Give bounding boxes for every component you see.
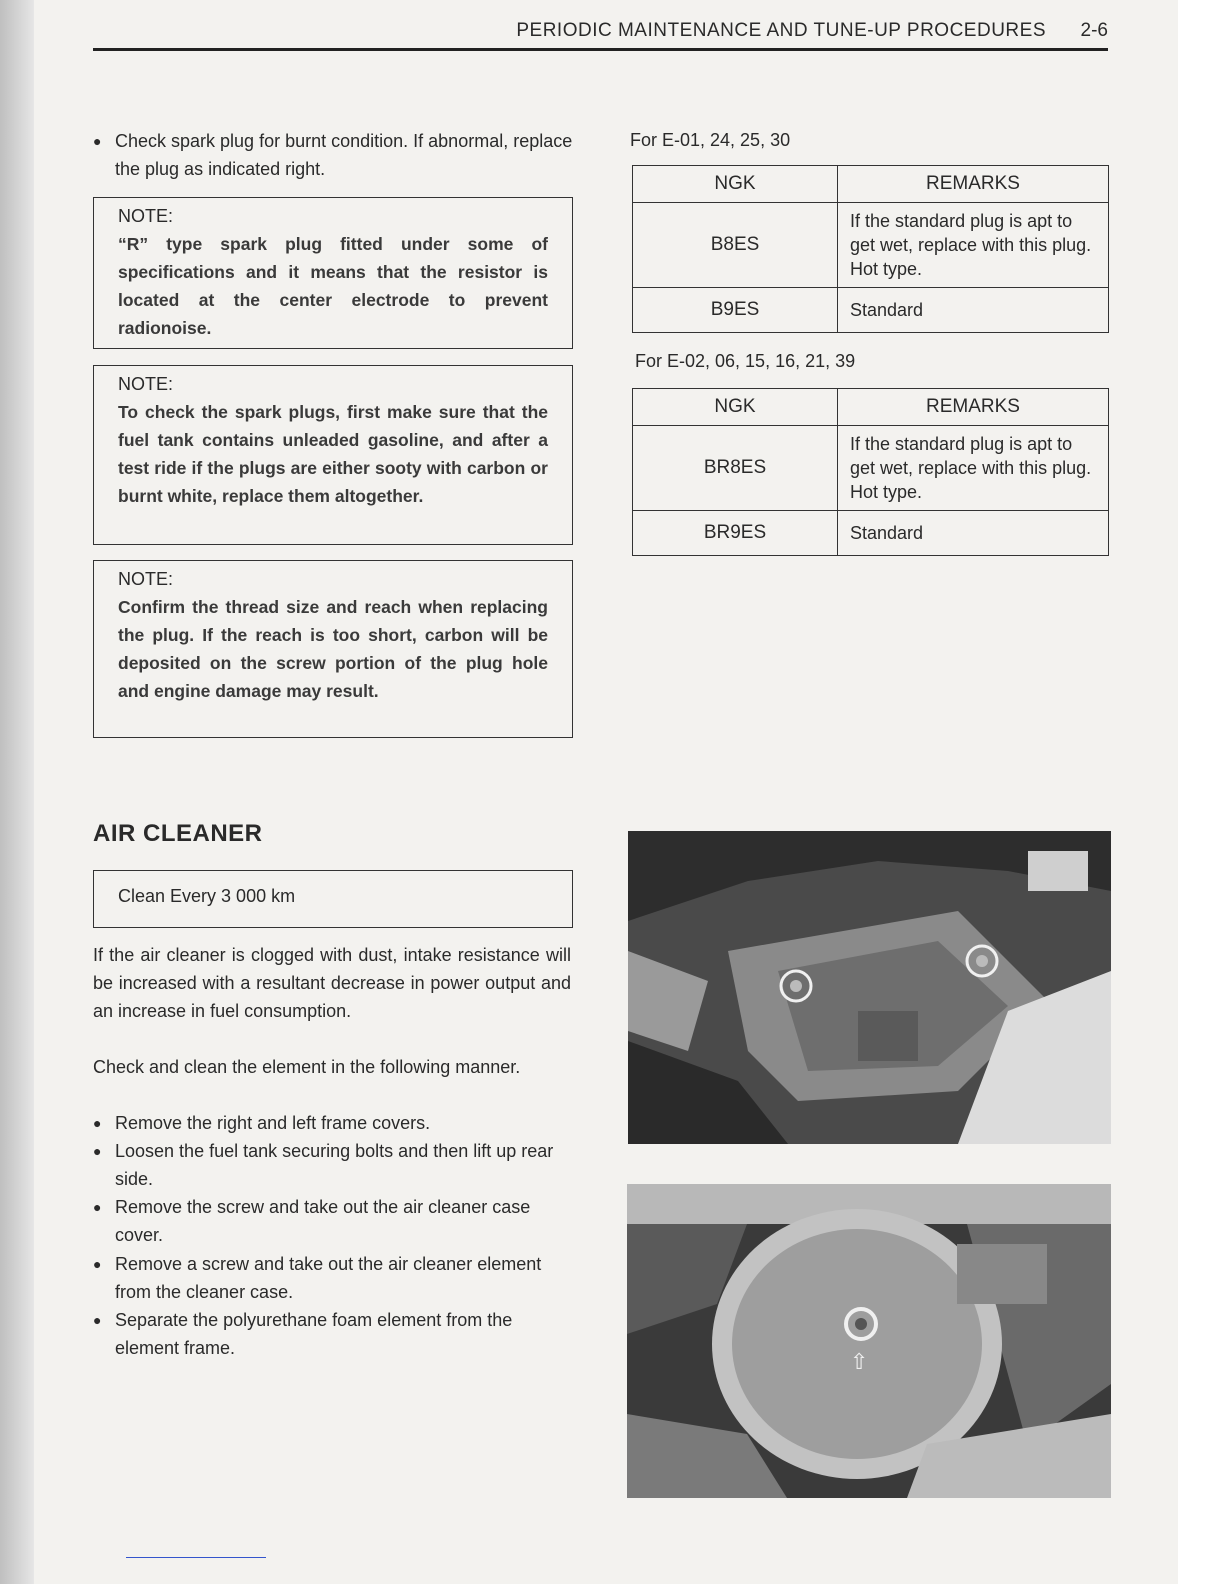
section-title-air-cleaner: AIR CLEANER bbox=[93, 820, 263, 847]
column-header: REMARKS bbox=[838, 389, 1109, 426]
bullet-icon: ● bbox=[93, 1199, 102, 1215]
plug-remarks: If the standard plug is apt to get wet, replace with this plug. Hot type. bbox=[838, 426, 1109, 511]
page-edge-shadow bbox=[0, 0, 34, 1584]
bullet-icon: ● bbox=[93, 1143, 102, 1159]
note-box-resistor bbox=[93, 197, 573, 349]
table-row bbox=[633, 203, 1109, 288]
plug-table-1 bbox=[632, 165, 1109, 333]
table-header-row bbox=[633, 166, 1109, 203]
step-item bbox=[93, 1250, 575, 1306]
bullet-icon: ● bbox=[93, 1115, 102, 1131]
column-header: NGK bbox=[633, 389, 838, 426]
frame-cover-photo bbox=[628, 831, 1111, 1144]
note-body: Confirm the thread size and reach when replacing the plug. If the reach is too short, carbon will be deposited on the screw portion of the plug hole and engine damage may result. bbox=[118, 597, 548, 701]
step-text: Remove the screw and take out the air cleaner case cover. bbox=[115, 1197, 531, 1245]
interval-box: Clean Every 3 000 km bbox=[93, 870, 573, 928]
bullet-icon: ● bbox=[93, 1312, 102, 1328]
plug-remarks: Standard bbox=[838, 288, 1109, 333]
step-text: Loosen the fuel tank securing bolts and then lift up rear side. bbox=[115, 1141, 554, 1189]
note-body: “R” type spark plug fitted under some of specifications and it means that the resistor is located at the center electrode to prevent radionoise. bbox=[118, 234, 548, 338]
note-heading: NOTE: bbox=[118, 569, 174, 589]
spark-check-bullet bbox=[93, 127, 573, 183]
step-item bbox=[93, 1306, 575, 1362]
note-body: To check the spark plugs, first make sure that the fuel tank contains unleaded gasoline, and after a test ride if the plugs are either sooty with carbon or burnt white, replace them altogether. bbox=[118, 402, 548, 506]
frame-cover-illustration bbox=[628, 831, 1111, 1144]
step-item bbox=[93, 1137, 575, 1193]
step-text: Separate the polyurethane foam element from the element frame. bbox=[115, 1310, 513, 1358]
page-header bbox=[93, 18, 1108, 51]
plug-remarks: Standard bbox=[838, 511, 1109, 556]
table-row bbox=[633, 426, 1109, 511]
plug-table-2 bbox=[632, 388, 1109, 556]
column-header: REMARKS bbox=[838, 166, 1109, 203]
up-arrow-icon: ⇧ bbox=[850, 1349, 869, 1374]
plug-remarks: If the standard plug is apt to get wet, replace with this plug. Hot type. bbox=[838, 203, 1109, 288]
table-row bbox=[633, 288, 1109, 333]
note-heading: NOTE: bbox=[118, 374, 174, 394]
page-number: 2-6 bbox=[1080, 20, 1108, 41]
cleaner-case-photo bbox=[627, 1184, 1111, 1498]
step-text: Remove the right and left frame covers. bbox=[115, 1113, 431, 1133]
note-box-check-plugs bbox=[93, 365, 573, 545]
bullet-icon: ● bbox=[93, 133, 102, 149]
column-header: NGK bbox=[633, 166, 838, 203]
header-title: PERIODIC MAINTENANCE AND TUNE-UP PROCEDURES bbox=[516, 20, 1046, 41]
table-header-row bbox=[633, 389, 1109, 426]
step-item bbox=[93, 1193, 575, 1249]
scan-artifact-line bbox=[126, 1557, 266, 1558]
plug-code: B8ES bbox=[633, 203, 838, 288]
cleaner-case-illustration bbox=[627, 1184, 1111, 1498]
spark-check-text: Check spark plug for burnt condition. If abnormal, replace the plug as indicated right. bbox=[115, 131, 573, 179]
plug-code: BR8ES bbox=[633, 426, 838, 511]
step-item bbox=[93, 1109, 575, 1137]
plug-code: BR9ES bbox=[633, 511, 838, 556]
note-heading: NOTE: bbox=[118, 206, 174, 226]
table-caption: For E-02, 06, 15, 16, 21, 39 bbox=[635, 351, 856, 371]
check-clean-line: Check and clean the element in the following manner. bbox=[93, 1057, 521, 1077]
bullet-icon: ● bbox=[93, 1256, 102, 1272]
note-box-thread-size bbox=[93, 560, 573, 738]
plug-code: B9ES bbox=[633, 288, 838, 333]
table-row bbox=[633, 511, 1109, 556]
step-text: Remove a screw and take out the air cleaner element from the cleaner case. bbox=[115, 1254, 542, 1302]
air-cleaner-intro: If the air cleaner is clogged with dust, intake resistance will be increased with a resultant decrease in power output and an increase in fuel consumption. bbox=[93, 945, 571, 1021]
table-caption: For E-01, 24, 25, 30 bbox=[630, 130, 791, 150]
